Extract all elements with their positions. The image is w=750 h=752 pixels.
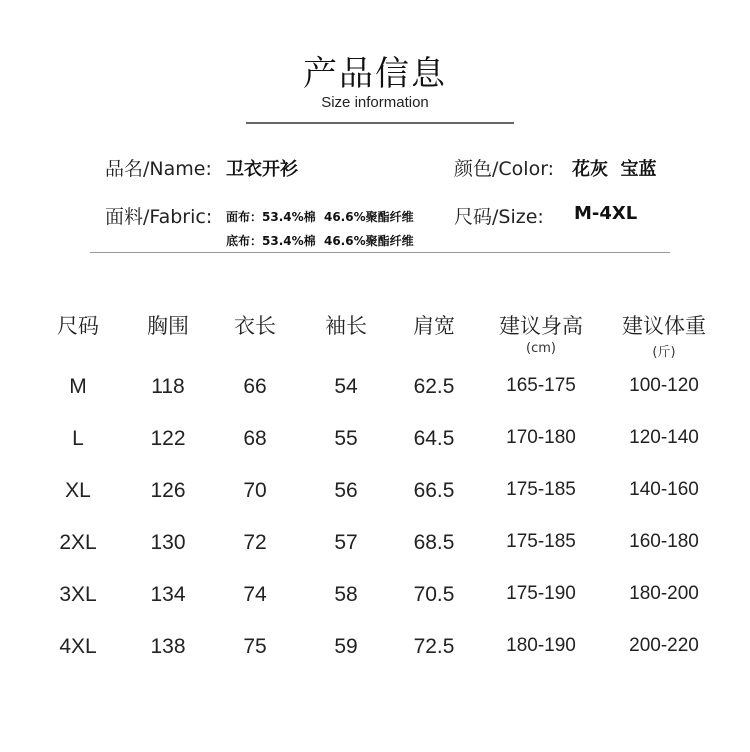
table-row xyxy=(0,531,750,571)
header-weight-unit: (斤) xyxy=(652,345,676,360)
table-row xyxy=(0,375,750,415)
cell-weight: 140-160 xyxy=(629,479,699,500)
page-subtitle: Size information xyxy=(321,94,429,111)
cell-height: 165-175 xyxy=(506,375,576,396)
cell-shoulder: 64.5 xyxy=(413,427,455,450)
cell-size: L xyxy=(72,427,84,450)
cell-sleeve: 59 xyxy=(334,635,358,658)
header-height: 建议身高 xyxy=(499,314,583,338)
cell-sleeve: 56 xyxy=(334,479,358,502)
cell-weight: 120-140 xyxy=(629,427,699,448)
cell-length: 66 xyxy=(243,375,267,398)
size-value: M-4XL xyxy=(574,203,638,224)
table-row xyxy=(0,583,750,623)
cell-size: XL xyxy=(65,479,91,502)
cell-weight: 180-200 xyxy=(629,583,699,604)
table-row xyxy=(0,635,750,675)
info-divider xyxy=(90,252,670,253)
cell-chest: 138 xyxy=(150,635,186,658)
cell-size: 4XL xyxy=(59,635,97,658)
cell-height: 175-190 xyxy=(506,583,576,604)
cell-shoulder: 68.5 xyxy=(413,531,455,554)
cell-shoulder: 72.5 xyxy=(413,635,455,658)
header-chest: 胸围 xyxy=(147,314,189,338)
cell-height: 175-185 xyxy=(506,531,576,552)
fabric-label: 面料/Fabric: xyxy=(105,206,213,228)
name-label: 品名/Name: xyxy=(105,158,212,180)
size-label: 尺码/Size: xyxy=(454,206,544,228)
cell-chest: 122 xyxy=(150,427,186,450)
header-length: 衣长 xyxy=(234,314,276,338)
color-value: 花灰 宝蓝 xyxy=(572,159,657,180)
page-title: 产品信息 xyxy=(303,54,447,94)
cell-weight: 160-180 xyxy=(629,531,699,552)
name-value: 卫衣开衫 xyxy=(226,159,298,180)
header-shoulder: 肩宽 xyxy=(413,314,455,338)
cell-height: 175-185 xyxy=(506,479,576,500)
cell-size: M xyxy=(69,375,87,398)
fabric-line-1: 面布：53.4%棉 46.6%聚酯纤维 xyxy=(226,210,414,224)
cell-shoulder: 62.5 xyxy=(413,375,455,398)
cell-size: 2XL xyxy=(59,531,97,554)
cell-chest: 134 xyxy=(150,583,186,606)
color-label: 颜色/Color: xyxy=(454,158,555,180)
header-sleeve: 袖长 xyxy=(325,314,367,338)
cell-sleeve: 54 xyxy=(334,375,358,398)
cell-sleeve: 57 xyxy=(334,531,358,554)
cell-length: 70 xyxy=(243,479,267,502)
table-row xyxy=(0,479,750,519)
header-size: 尺码 xyxy=(57,314,99,338)
cell-chest: 126 xyxy=(150,479,186,502)
cell-chest: 130 xyxy=(150,531,186,554)
title-divider xyxy=(246,122,514,124)
cell-chest: 118 xyxy=(151,375,185,398)
cell-sleeve: 55 xyxy=(334,427,358,450)
table-row xyxy=(0,427,750,467)
cell-length: 74 xyxy=(243,583,267,606)
cell-length: 72 xyxy=(243,531,267,554)
cell-length: 75 xyxy=(243,635,267,658)
cell-sleeve: 58 xyxy=(334,583,358,606)
cell-weight: 100-120 xyxy=(629,375,699,396)
cell-height: 170-180 xyxy=(506,427,576,448)
cell-shoulder: 70.5 xyxy=(413,583,455,606)
header-weight: 建议体重 xyxy=(622,314,706,338)
header-height-unit: (cm) xyxy=(526,341,556,356)
cell-size: 3XL xyxy=(59,583,97,606)
cell-height: 180-190 xyxy=(506,635,576,656)
cell-length: 68 xyxy=(243,427,267,450)
cell-weight: 200-220 xyxy=(629,635,699,656)
cell-shoulder: 66.5 xyxy=(413,479,455,502)
fabric-line-2: 底布：53.4%棉 46.6%聚酯纤维 xyxy=(226,234,414,248)
